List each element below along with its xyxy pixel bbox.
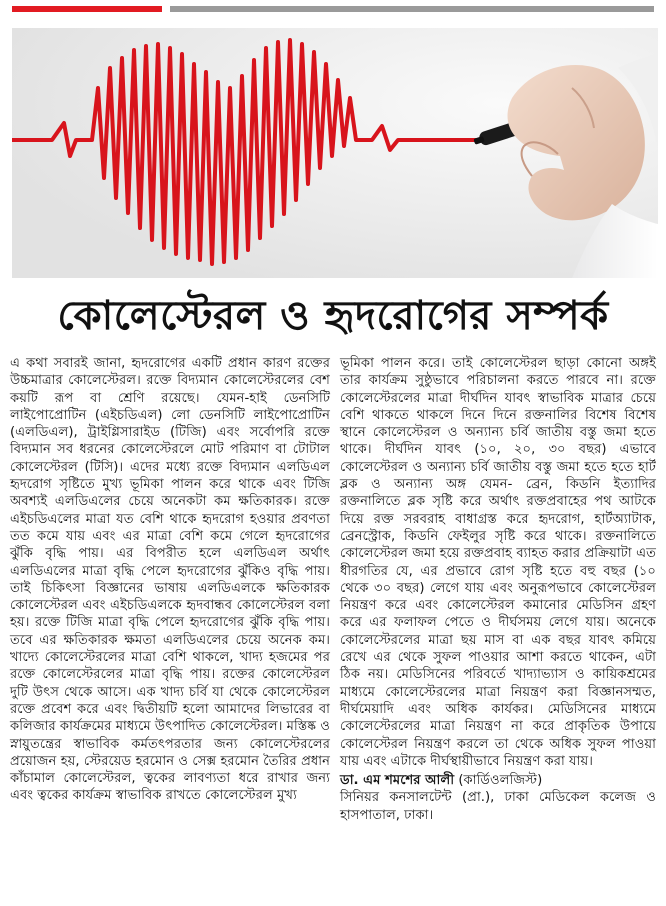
article-body-left: এ কথা সবারই জানা, হৃদরোগের একটি প্রধান কারণ রক্তের উচ্চমাত্রার কোলেস্টেরল। রক্তে বিদ্যমান কোলেস্টেরলের বেশ কয়টি রূপ বা শ্রেণি রয়েছে। যেমন-হাই ডেনসিটি লাইপোপ্রোটিন (এইচডিএল) লো ডেনসিটি লাইপোপ্রোটিন (এলডিএল), ট্রাইগ্লিসারাইড (টিজি) এবং সর্বোপরি রক্তে বিদ্যমান সব ধরনের কোলেস্টেরলে মোট পরিমাণ বা টোটাল কোলেস্টেরল (টিসি)। এদের মধ্যে রক্তে বিদ্যমান এলডিএল হৃদরোগ সৃষ্টিতে মুখ্য ভূমিকা পালন করে থাকে এবং টিজি অবশ্যই এলডিএলের চেয়ে অনেকটা কম ক্ষতিকারক। রক্তে এইচডিএলের মাত্রা যত বেশি থাকে হৃদরোগ হওয়ার প্রবণতা তত কমে যায় এবং এর মাত্রা বেশি কমে গেলে হৃদরোগের ঝুঁকি বৃদ্ধি পায়। এর বিপরীত হলে এলডিএল অর্থাৎ এলডিএলের মাত্রা বৃদ্ধি পেলে হৃদরোগের ঝুঁকিও বৃদ্ধি পায়। তাই চিকিৎসা বিজ্ঞানের ভাষায় এলডিএলকে ক্ষতিকারক কোলেস্টেরল এবং এইচডিএলকে হৃদবান্ধব কোলেস্টেরল বলা হয়। রক্তে টিজি মাত্রা বৃদ্ধি পেলে হৃদরোগের ঝুঁকি বৃদ্ধি পায়। তবে এর ক্ষতিকারক ক্ষমতা এলডিএলের চেয়ে অনেক কম। খাদ্যে কোলেস্টেরলের মাত্রা বেশি থাকলে, খাদ্য হজমের পর রক্তে কোলেস্টেরলের মাত্রা বৃদ্ধি পায়। রক্তের কোলেস্টেরল দুটি উৎস থেকে আসে। এক খাদ্য চর্বি যা থেকে কোলেস্টেরল রক্তে প্রবেশ করে এবং দ্বিতীয়টি হলো আমাদের লিভারের বা কলিজার কার্যক্রমের মাধ্যমে উৎপাদিত কোলেস্টেরল। মস্তিষ্ক ও স্নায়ুতন্ত্রের স্বাভাবিক কর্মতৎপরতার জন্য কোলেস্টেরলের প্রয়োজন হয়, স্টেরয়েড হরমোন ও সেক্স হরমোন তৈরির প্রধান কাঁচামাল কোলেস্টেরল, ত্বকের লাবণ্যতা ধরে রাখার জন্য এবং ত্বকের কার্যক্রম স্বাভাবিক রাখতে কোলেস্টেরল মুখ্য bbox=[10, 356, 330, 804]
ekg-heart-drawing-icon bbox=[12, 28, 658, 278]
page-title: কোলেস্টেরল ও হৃদরোগের সম্পর্ক bbox=[57, 292, 609, 339]
hero-image bbox=[12, 28, 658, 278]
author-block bbox=[340, 772, 656, 824]
article-column-right bbox=[340, 355, 656, 824]
author-title: সিনিয়র কনসালটেন্ট (প্রা.), ঢাকা মেডিকেল কলেজ ও হাসপাতাল, ঢাকা। bbox=[340, 790, 656, 823]
top-rule-red bbox=[12, 6, 162, 12]
article-body-right: ভূমিকা পালন করে। তাই কোলেস্টেরল ছাড়া কোনো অঙ্গই তার কার্যক্রম সুষ্ঠুভাবে পরিচালনা করতে পারবে না। রক্তে কোলেস্টেরলের মাত্রা দীর্ঘদিন যাবৎ স্বাভাবিক মাত্রার চেয়ে বেশি থাকতে থাকলে দিনে দিনে রক্তনালির বিশেষ বিশেষ স্থানে কোলেস্টেরল ও অন্যান্য চর্বি জাতীয় বস্তু জমা হতে থাকে। দীর্ঘদিন যাবৎ (১০, ২০, ৩০ বছর) এভাবে কোলেস্টেরল ও অন্যান্য চর্বি জাতীয় বস্তু জমা হতে হতে হার্ট ব্লক ও অন্যান্য অঙ্গ যেমন- ব্রেন, কিডনি ইত্যাদির রক্তনালিতে ব্লক সৃষ্টি করে অর্থাৎ রক্তপ্রবাহের পথ আটকে দিয়ে রক্ত সরবরাহ বাধাগ্রস্ত করে হৃদরোগ, হার্টঅ্যাটাক, ব্রেনস্ট্রোক, কিডনি ফেইলুর সৃষ্টি করে থাকে। রক্তনালিতে কোলেস্টেরল জমা হয়ে রক্তপ্রবাহ ব্যাহত করার প্রক্রিয়াটা এত ধীরগতির যে, এর প্রভাবে রোগ সৃষ্টি হতে বহু বছর (১০ থেকে ৩০ বছর) লেগে যায় এবং অনুরূপভাবে কোলেস্টেরল নিয়ন্ত্রণ করে এবং কোলেস্টেরল কমানোর মেডিসিন গ্রহণ করে এর ফলাফল পেতে ও দীর্ঘসময় লেগে যায়। অনেকে কোলেস্টেরলের মাত্রা ছয় মাস বা এক বছর যাবৎ কমিয়ে রেখে এর থেকে সুফল পাওয়ার আশা করতে থাকেন, এটা ঠিক নয়। মেডিসিনের পরিবর্তে খাদ্যাভ্যাস ও কায়িকশ্রমের মাধ্যমে কোলেস্টেরলের মাত্রা নিয়ন্ত্রণ করা বিজ্ঞানসম্মত, দীর্ঘমেয়াদি এবং অধিক কার্যকর। মেডিসিনের মাধ্যমে কোলেস্টেরলের মাত্রা নিয়ন্ত্রণ না করে প্রাকৃতিক উপায়ে কোলেস্টেরল নিয়ন্ত্রণ করলে তা থেকে অধিক সুফল পাওয়া যায় এবং এটাকে দীর্ঘস্থায়ীভাবে নিয়ন্ত্রণ করা যায়। bbox=[340, 356, 656, 769]
article-column-left bbox=[10, 355, 330, 805]
top-rule-gray bbox=[170, 6, 654, 12]
author-name: ডা. এম শমশের আলী bbox=[340, 773, 455, 789]
top-rule bbox=[0, 0, 666, 14]
author-specialty: (কার্ডিওলজিস্ট) bbox=[458, 773, 543, 789]
